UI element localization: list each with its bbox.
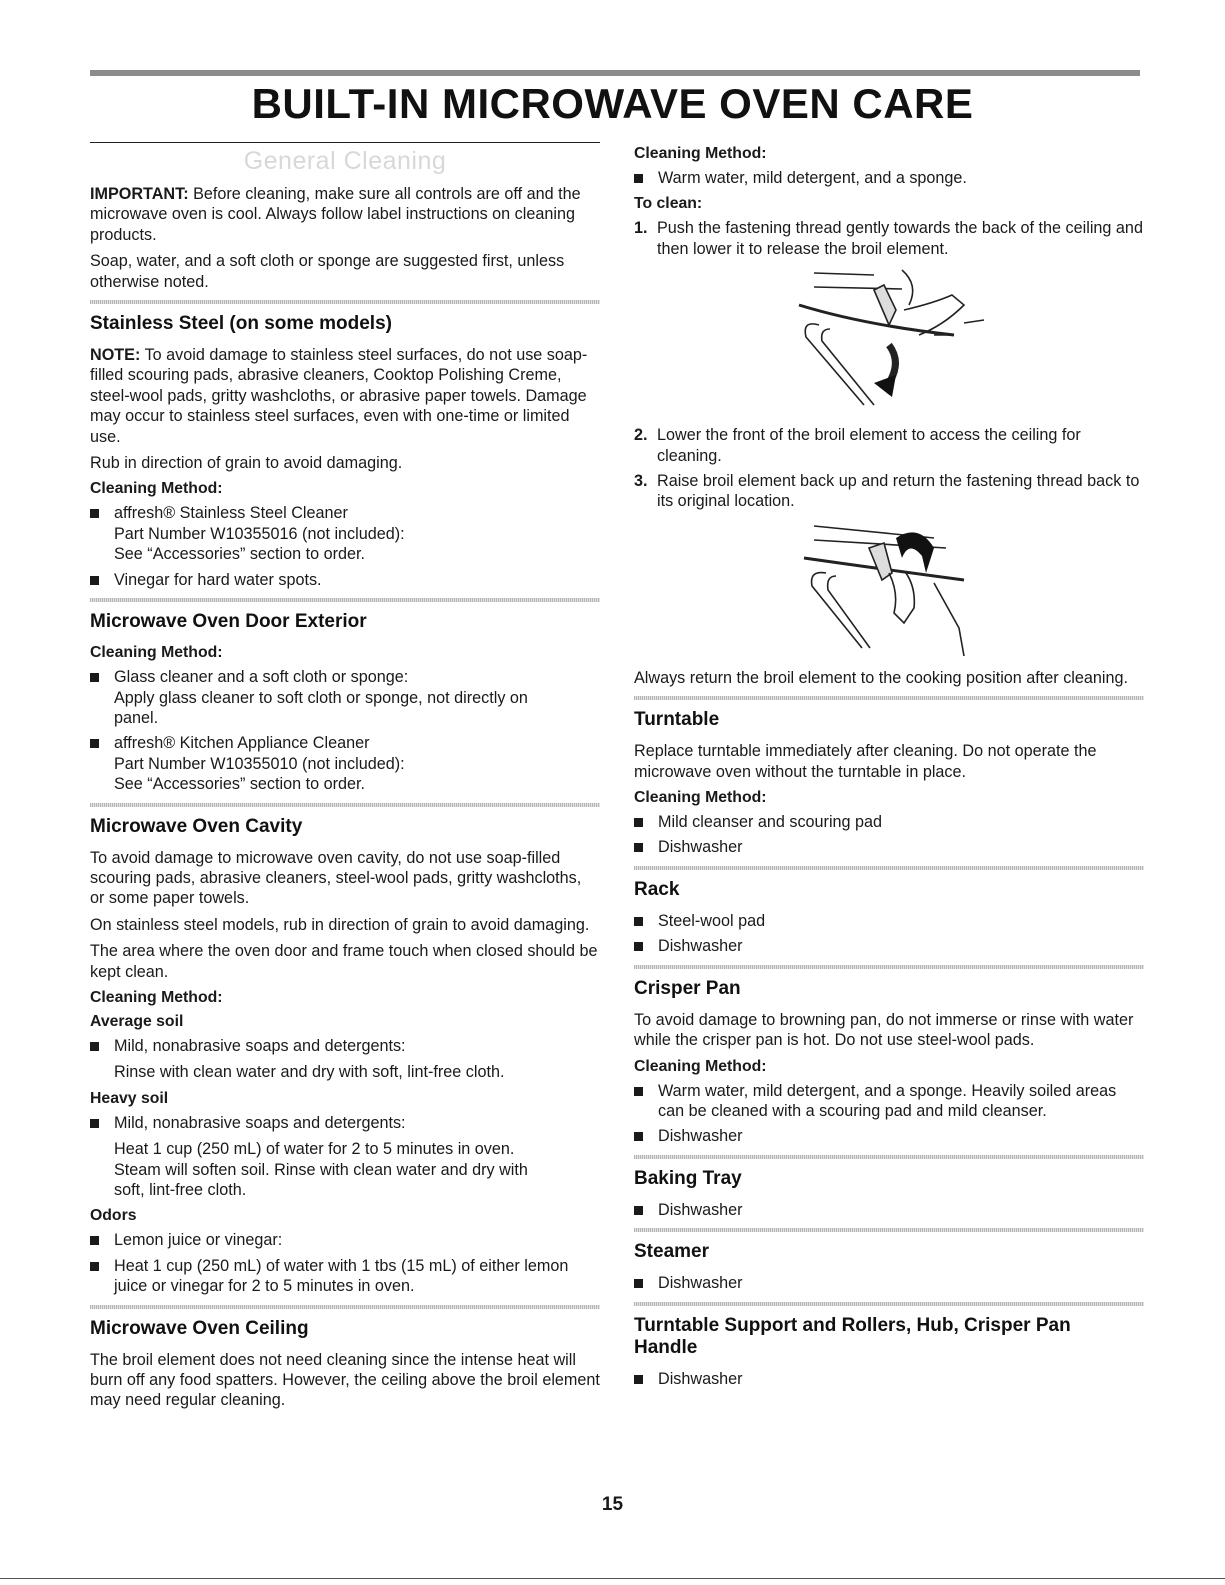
broil-element-release-illustration (634, 265, 1144, 415)
steamer-heading: Steamer (634, 1241, 709, 1263)
average-soil-list (90, 1036, 600, 1056)
ceiling-p1: The broil element does not need cleaning since the intense heat will burn off any food spatters. However, the ceiling above the broil element may need regular cleaning. (90, 1350, 600, 1410)
page-number: 15 (601, 1494, 624, 1515)
bullet-icon (634, 818, 643, 827)
list-item: Dishwasher (634, 1273, 1144, 1293)
bullet-icon (90, 1119, 99, 1128)
cavity-heading: Microwave Oven Cavity (90, 815, 303, 837)
section-divider (634, 1228, 1144, 1232)
baking-tray-list (634, 1200, 1144, 1220)
bullet-icon (90, 673, 99, 682)
section-divider (634, 965, 1144, 969)
ceiling-method-label: Cleaning Method: (634, 145, 767, 162)
to-clean-label: To clean: (634, 195, 703, 213)
odors-label: Odors (90, 1207, 137, 1225)
bullet-icon (634, 174, 643, 183)
list-item: Heat 1 cup (250 mL) of water with 1 tbs (15 mL) of either lemon juice or vinegar for 2 to 5 minutes in oven. (90, 1256, 600, 1297)
cavity-p1: To avoid damage to microwave oven cavity, do not use soap-filled scouring pads, abrasive cleaners, steel-wool pads, gritty washcloths, or some paper towels. (90, 848, 582, 908)
bullet-icon (90, 1262, 99, 1271)
list-item: Mild, nonabrasive soaps and detergents: (90, 1036, 600, 1056)
turntable-method-label: Cleaning Method: (634, 789, 767, 807)
list-item: Dishwasher (634, 936, 1144, 956)
ceiling-method-list (634, 168, 1144, 188)
list-item: Dishwasher (634, 1369, 1144, 1389)
section-divider (634, 696, 1144, 700)
crisper-method-list (634, 1081, 1144, 1147)
steamer-list (634, 1273, 1144, 1293)
door-heading: Microwave Oven Door Exterior (90, 611, 367, 633)
stainless-heading: Stainless Steel (on some models) (90, 313, 392, 335)
door-method-label: Cleaning Method: (90, 644, 223, 662)
turntable-p1: Replace turntable immediately after cleaning. Do not operate the microwave oven without the turntable in place. (634, 742, 1097, 781)
right-column (634, 140, 1144, 1395)
stainless-note (90, 345, 600, 447)
heavy-soil-detail: Heat 1 cup (250 mL) of water for 2 to 5 minutes in oven. Steam will soften soil. Rinse with clean water and dry with soft, lint-free cloth. (114, 1140, 528, 1199)
average-soil-label: Average soil (90, 1012, 184, 1030)
section-divider (634, 1155, 1144, 1159)
list-item: Mild cleanser and scouring pad (634, 812, 1144, 832)
rack-heading: Rack (634, 878, 680, 900)
odors-list (90, 1230, 600, 1296)
section-divider (90, 803, 600, 807)
step-item: 1. Push the fastening thread gently towards the back of the ceiling and then lower it to release the broil element. (634, 219, 1143, 258)
step-item: 3. Raise broil element back up and return the fastening thread back to its original location. (634, 472, 1140, 511)
crisper-method-label: Cleaning Method: (634, 1057, 767, 1075)
ceiling-heading: Microwave Oven Ceiling (90, 1317, 309, 1339)
section-divider (90, 1305, 600, 1309)
always-return-text: Always return the broil element to the cooking position after cleaning. (634, 668, 1128, 687)
list-item: Dishwasher (634, 837, 1144, 857)
list-item: affresh® Stainless Steel Cleaner Part Number W10355016 (not included): See “Accessories” section to order. (90, 503, 600, 564)
bullet-icon (90, 1042, 99, 1051)
heavy-soil-list (90, 1113, 600, 1133)
turntable-heading: Turntable (634, 709, 720, 731)
header-rule (90, 70, 1140, 76)
important-label: IMPORTANT: (90, 185, 189, 203)
section-divider (634, 1302, 1144, 1306)
list-item: Warm water, mild detergent, and a sponge. Heavily soiled areas can be cleaned with a scouring pad and mild cleanser. (634, 1081, 1144, 1122)
list-item: Mild, nonabrasive soaps and detergents: (90, 1113, 600, 1133)
section-divider (634, 866, 1144, 870)
important-text: Before cleaning, make sure all controls are off and the microwave oven is cool. Always follow label instructions on cleaning products. (90, 185, 581, 244)
important-paragraph (90, 184, 600, 245)
note-text: To avoid damage to stainless steel surfaces, do not use soap-filled scouring pads, abrasive cleaners, Cooktop Polishing Creme, steel-wool pads, gritty washcloths, or abrasive paper towels. Damage may occur to stainless steel surfaces, even with one-time or limited use. (90, 346, 588, 446)
list-item: Dishwasher (634, 1200, 1144, 1220)
list-item: affresh® Kitchen Appliance Cleaner Part Number W10355010 (not included): See “Accessories” section to order. (90, 733, 600, 794)
turntable-method-list (634, 812, 1144, 858)
list-item: Dishwasher (634, 1126, 1144, 1146)
average-soil-detail: Rinse with clean water and dry with soft, lint-free cloth. (114, 1063, 505, 1082)
cavity-method-label: Cleaning Method: (90, 988, 223, 1006)
stainless-method-label: Cleaning Method: (90, 480, 223, 498)
bullet-icon (634, 1206, 643, 1215)
bullet-icon (90, 576, 99, 585)
bottom-rule (0, 1578, 1225, 1579)
bullet-icon (90, 1236, 99, 1245)
bullet-icon (634, 942, 643, 951)
crisper-heading: Crisper Pan (634, 977, 741, 999)
stainless-method-list (90, 503, 600, 590)
step-item: 2. Lower the front of the broil element to access the ceiling for cleaning. (634, 426, 1081, 465)
left-column (90, 142, 600, 1417)
list-item: Steel-wool pad (634, 911, 1144, 931)
door-method-list (90, 667, 600, 794)
bullet-icon (634, 1132, 643, 1141)
support-list (634, 1369, 1144, 1389)
general-cleaning-rule (90, 142, 600, 143)
bullet-icon (90, 739, 99, 748)
bullet-icon (90, 509, 99, 518)
bullet-icon (634, 917, 643, 926)
bullet-icon (634, 843, 643, 852)
support-heading: Turntable Support and Rollers, Hub, Crisper Pan Handle (634, 1314, 1071, 1358)
list-item: Vinegar for hard water spots. (90, 570, 600, 590)
page-title: BUILT-IN MICROWAVE OVEN CARE (251, 80, 974, 127)
stainless-rub: Rub in direction of grain to avoid damaging. (90, 454, 403, 473)
section-divider (90, 300, 600, 304)
crisper-p1: To avoid damage to browning pan, do not immerse or rinse with water while the crisper pan is hot. Do not use steel-wool pads. (634, 1010, 1134, 1050)
list-item: Lemon juice or vinegar: (90, 1230, 600, 1250)
bullet-icon (634, 1087, 643, 1096)
general-cleaning-title: General Cleaning (243, 147, 447, 175)
bullet-icon (634, 1279, 643, 1288)
arrow-icon (896, 532, 934, 573)
list-item: Glass cleaner and a soft cloth or sponge: Apply glass cleaner to soft cloth or sponge, not directly on panel. (90, 667, 600, 728)
arrow-icon (874, 375, 896, 397)
list-item: Warm water, mild detergent, and a sponge. (634, 168, 1144, 188)
note-label: NOTE: (90, 346, 141, 365)
bullet-icon (634, 1375, 643, 1384)
rack-list (634, 911, 1144, 957)
heavy-soil-label: Heavy soil (90, 1089, 169, 1107)
cavity-p2: On stainless steel models, rub in direction of grain to avoid damaging. (90, 915, 590, 934)
soap-paragraph: Soap, water, and a soft cloth or sponge are suggested first, unless otherwise noted. (90, 252, 565, 291)
broil-element-return-illustration (634, 518, 1144, 658)
section-divider (90, 598, 600, 602)
cavity-p3: The area where the oven door and frame touch when closed should be kept clean. (90, 942, 598, 981)
baking-tray-heading: Baking Tray (634, 1167, 742, 1189)
